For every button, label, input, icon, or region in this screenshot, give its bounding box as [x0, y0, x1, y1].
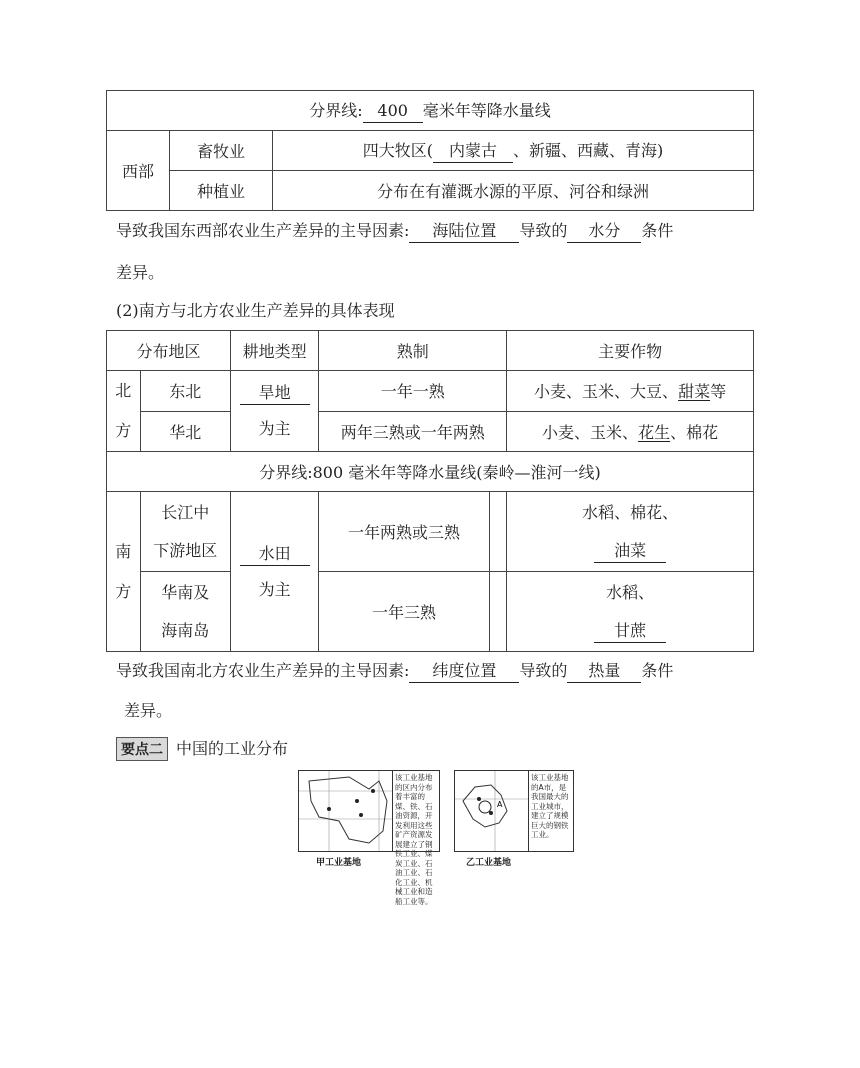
crops-cell: 水稻、 甘蔗	[507, 572, 754, 652]
header-cell: 分布地区	[107, 331, 231, 371]
south-divider-cell: 分界线:800 毫米年等降水量线(秦岭—淮河一线)	[107, 452, 754, 492]
para1-line2: 差异。	[116, 263, 165, 282]
system-cell: 两年三熟或一年两熟	[319, 411, 507, 452]
north-land-cell: 旱地 为主	[230, 371, 318, 452]
west-divider-cell: 分界线: 400 毫米年等降水量线	[107, 91, 754, 131]
area-cell: 华南及 海南岛	[140, 572, 230, 652]
area-cell: 东北	[140, 371, 230, 412]
header-cell: 熟制	[319, 331, 507, 371]
caption-yi: 乙工业基地	[466, 858, 512, 868]
keypoint-badge: 要点二	[116, 737, 168, 761]
table-north-south	[106, 330, 754, 652]
system-cell: 一年两熟或三熟	[319, 492, 490, 572]
crops-cell: 小麦、玉米、大豆、甜菜等	[507, 371, 754, 412]
header-cell: 主要作物	[507, 331, 754, 371]
region-west: 西部	[107, 131, 170, 211]
caption-jia: 甲工业基地	[316, 858, 362, 868]
north-label: 北 方	[107, 371, 141, 452]
planting-cell: 分布在有灌溉水源的平原、河谷和绿洲	[273, 171, 754, 211]
empty-cell	[489, 492, 506, 572]
header-cell: 耕地类型	[230, 331, 318, 371]
table-west	[106, 90, 754, 211]
para1: 导致我国东西部农业生产差异的主导因素: 海陆位置 导致的 水分 条件	[116, 220, 756, 243]
note-jia: 该工业基地的区内分布着丰富的煤、铁、石油资源，开发利用这些矿产资源发展建立了钢铁工业、煤炭工业、石油工业、石化工业、机械工业和造船工业等。	[392, 770, 440, 852]
pastoral-cell: 四大牧区( 内蒙古 、新疆、西藏、青海)	[273, 131, 754, 171]
type-cell: 种植业	[170, 171, 273, 211]
south-label: 南 方	[107, 492, 141, 652]
system-cell: 一年一熟	[319, 371, 507, 412]
type-cell: 畜牧业	[170, 131, 273, 171]
area-cell: 长江中 下游地区	[140, 492, 230, 572]
map-label-a: A	[497, 800, 503, 809]
system-cell: 一年三熟	[319, 572, 490, 652]
para2: 导致我国南北方农业生产差异的主导因素: 纬度位置 导致的 热量 条件	[116, 660, 756, 683]
para2-line2: 差异。	[124, 701, 173, 720]
crops-cell: 水稻、棉花、 油菜	[507, 492, 754, 572]
empty-cell	[489, 572, 506, 652]
keypoint	[116, 737, 288, 761]
keypoint-title: 中国的工业分布	[176, 739, 289, 758]
crops-cell: 小麦、玉米、花生、棉花	[507, 411, 754, 452]
area-cell: 华北	[140, 411, 230, 452]
note-yi: 该工业基地的A市，是我国最大的工业城市，建立了规模巨大的钢铁工业。	[528, 770, 574, 852]
section2-title: (2)南方与北方农业生产差异的具体表现	[116, 301, 395, 320]
south-land-cell: 水田 为主	[230, 492, 318, 652]
